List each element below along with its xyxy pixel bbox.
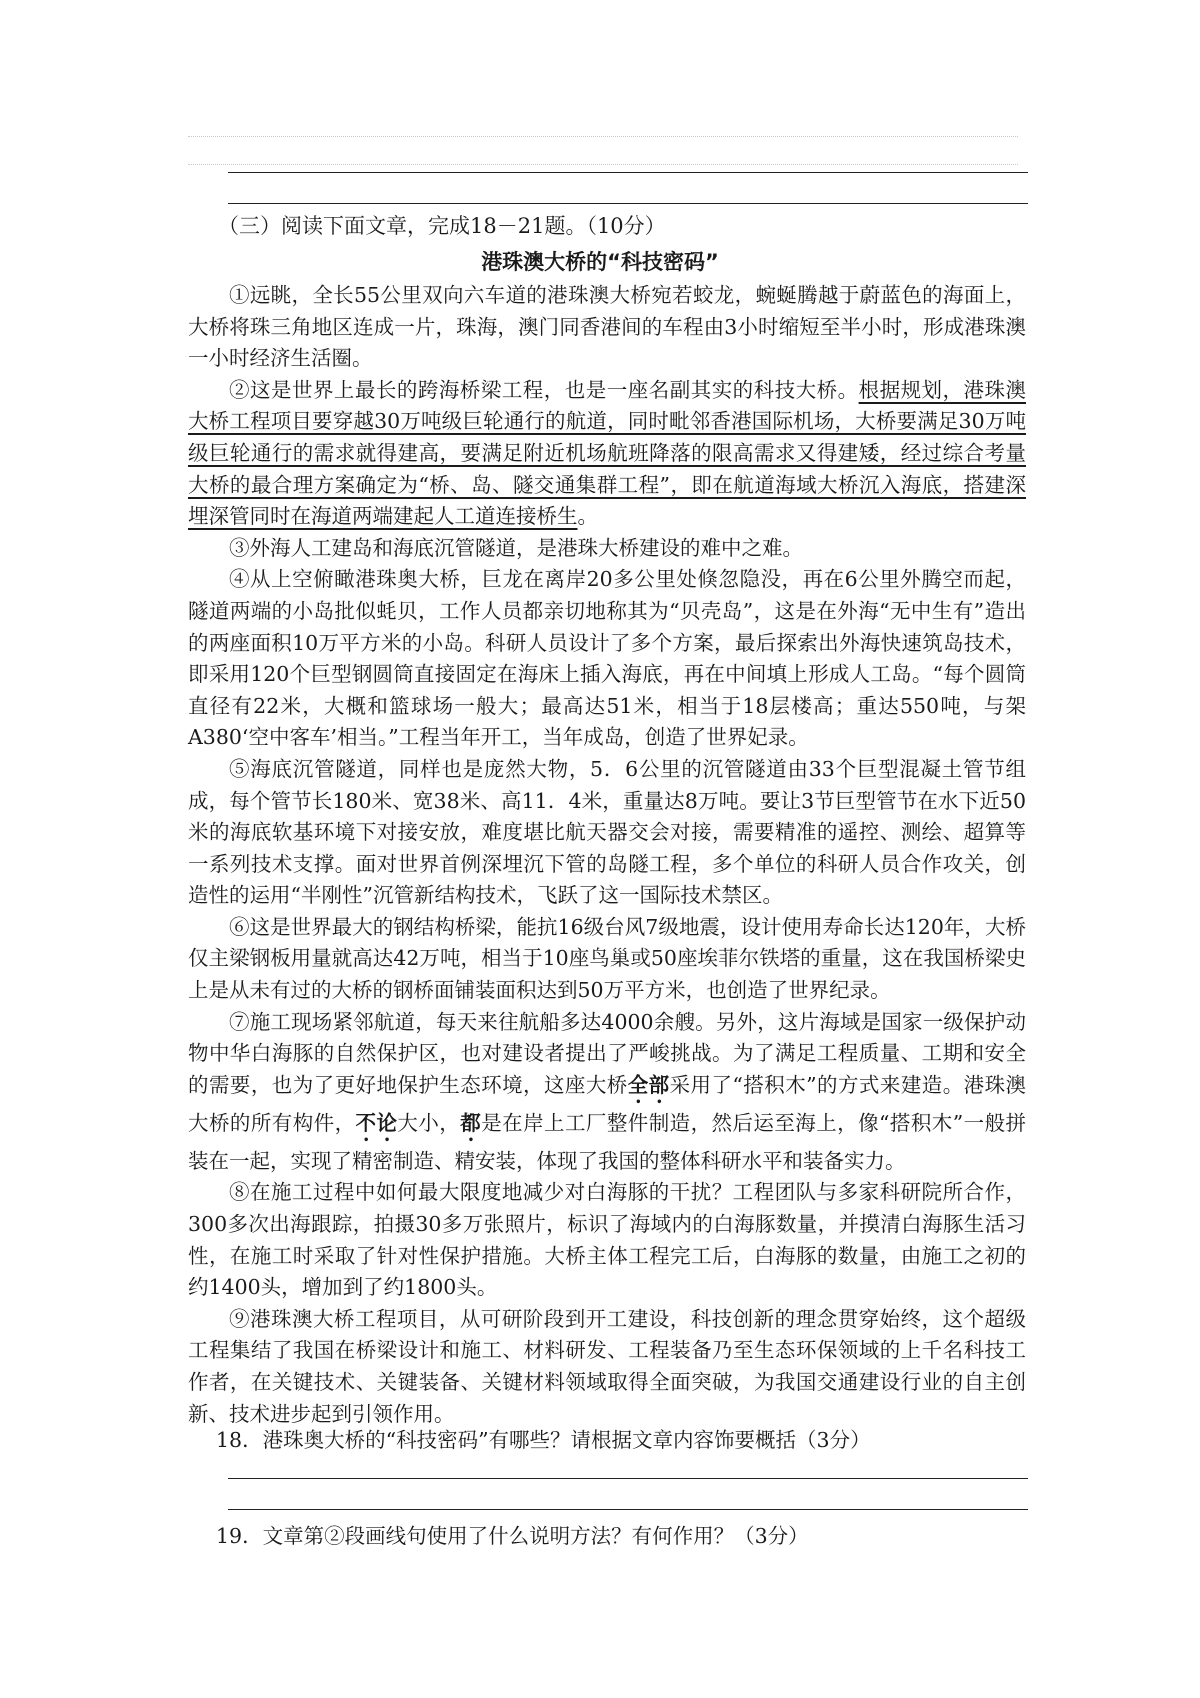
- emphasis-word: 不论: [355, 1110, 398, 1135]
- dotted-rule: [188, 136, 1018, 137]
- article-body: [188, 280, 1026, 1430]
- paragraph-8: ⑧在施工过程中如何最大限度地减少对白海豚的干扰？工程团队与多家科研院所合作，300多次出海跟踪，拍摄30多万张照片，标识了海域内的白海豚数量，并摸清白海豚生活习性，在施工时采取了针对性保护措施。大桥主体工程完工后，白海豚的数量，由施工之初的约1400头，增加到了约1800头。: [188, 1180, 1026, 1300]
- emphasis-word: 都: [460, 1110, 482, 1135]
- paragraph-7-text: ⑦施工现场紧邻航道，每天来往航船多达4000余艘。另外，这片海域是国家一级保护动物中华白海豚的自然保护区，也对建设者提出了严峻挑战。为了满足工程质量、工期和安全的需要，也为了更好地保护生态环境，这座大桥: [188, 1009, 1026, 1097]
- paragraph-1: ①远眺，全长55公里双向六车道的港珠澳大桥宛若蛟龙，蜿蜒腾越于蔚蓝色的海面上，大桥将珠三角地区连成一片，珠海，澳门同香港间的车程由3小时缩短至半小时，形成港珠澳一小时经济生活圈。: [188, 283, 1026, 371]
- paragraph-2-text: ②这是世界上最长的跨海桥梁工程，也是一座名副其实的科技大桥。: [229, 377, 859, 402]
- paragraph-5: ⑤海底沉管隧道，同样也是庞然大物，5．6公里的沉管隧道由33个巨型混凝土管节组成，每个管节长180米、宽38米、高11．4米，重量达8万吨。要让3节巨型管节在水下近50米的海底软基环境下对接安放，难度堪比航天器交会对接，需要精准的遥控、测绘、超算等一系列技术支撑。面对世界首例深埋沉下管的岛隧工程，多个单位的科研人员合作攻关，创造性的运用“半刚性”沉管新结构技术，飞跃了这一国际技术禁区。: [188, 756, 1026, 908]
- answer-line: [228, 172, 1028, 173]
- question-19: 19．文章第②段画线句使用了什么说明方法？有何作用？（3分）: [216, 1524, 809, 1548]
- section-header: （三）阅读下面文章，完成18－21题。（10分）: [218, 214, 666, 238]
- paragraph-7-text: 采用了“搭积木”的方式来建造。港珠澳大桥的所有构件，: [188, 1072, 1027, 1135]
- paragraph-7-text: 大小，: [397, 1110, 461, 1135]
- paragraph-3: ③外海人工建岛和海底沉管隧道，是港珠大桥建设的难中之难。: [229, 535, 803, 560]
- underlined-sentence: 根据规划，港珠澳大桥工程项目要穿越30万吨级巨轮通行的航道，同时毗邻香港国际机场，大桥要满足30万吨级巨轮通行的需求就得建高，要满足附近机场航班降落的限高需求又得建矮，经过综合考量大桥的最合理方案确定为“桥、岛、隧交通集群工程”，即在航道海域大桥沉入海底，搭建深埋深管同时在海道两端建起人工道连接桥生: [188, 377, 1026, 529]
- answer-line: [228, 203, 1028, 204]
- paragraph-2: [188, 375, 1026, 533]
- answer-line[interactable]: [228, 1478, 1028, 1479]
- paragraph-9: ⑨港珠澳大桥工程项目，从可研阶段到开工建设，科技创新的理念贯穿始终，这个超级工程集结了我国在桥梁设计和施工、材料研发、工程装备乃至生态环保领域的上千名科技工作者，在关键技术、关键装备、关键材料领域取得全面突破，为我国交通建设行业的自主创新、技术进步起到引领作用。: [188, 1306, 1026, 1426]
- emphasis-word: 全部: [627, 1072, 670, 1097]
- paragraph-2-end: 。: [577, 504, 598, 529]
- question-18: 18．港珠奥大桥的“科技密码”有哪些？请根据文章内容饰要概括（3分）: [216, 1428, 871, 1452]
- paragraph-7: [188, 1007, 1026, 1178]
- paragraph-4: ④从上空俯瞰港珠奥大桥，巨龙在离岸20多公里处倏忽隐没，再在6公里外腾空而起，隧道两端的小岛批似蚝贝，工作人员都亲切地称其为“贝壳岛”，这是在外海“无中生有”造出的两座面积10万平方米的小岛。科研人员设计了多个方案，最后探索出外海快速筑岛技术，即采用120个巨型钢圆筒直接固定在海床上插入海底，再在中间填上形成人工岛。“每个圆筒直径有22米，大概和篮球场一般大；最高达51米，相当于18层楼高；重达550吨，与架A380‘空中客车’相当。”工程当年开工，当年成岛，创造了世界妃录。: [188, 567, 1026, 750]
- paragraph-6: ⑥这是世界最大的钢结构桥梁，能抗16级台风7级地震，设计使用寿命长达120年，大桥仅主梁钢板用量就高达42万吨，相当于10座鸟巢或50座埃菲尔铁塔的重量，这在我国桥梁史上是从未有过的大桥的钢桥面铺装面积达到50万平方米，也创造了世界纪录。: [188, 914, 1026, 1003]
- answer-line[interactable]: [228, 1509, 1028, 1510]
- article-title: 港珠澳大桥的“科技密码”: [481, 250, 719, 274]
- paragraph-7-text: 是在岸上工厂整件制造，然后运至海上，像“搭积木”一般拼装在一起，实现了精密制造、精安装，体现了我国的整体科研水平和装备实力。: [188, 1110, 1027, 1173]
- dotted-rule: [188, 164, 1018, 165]
